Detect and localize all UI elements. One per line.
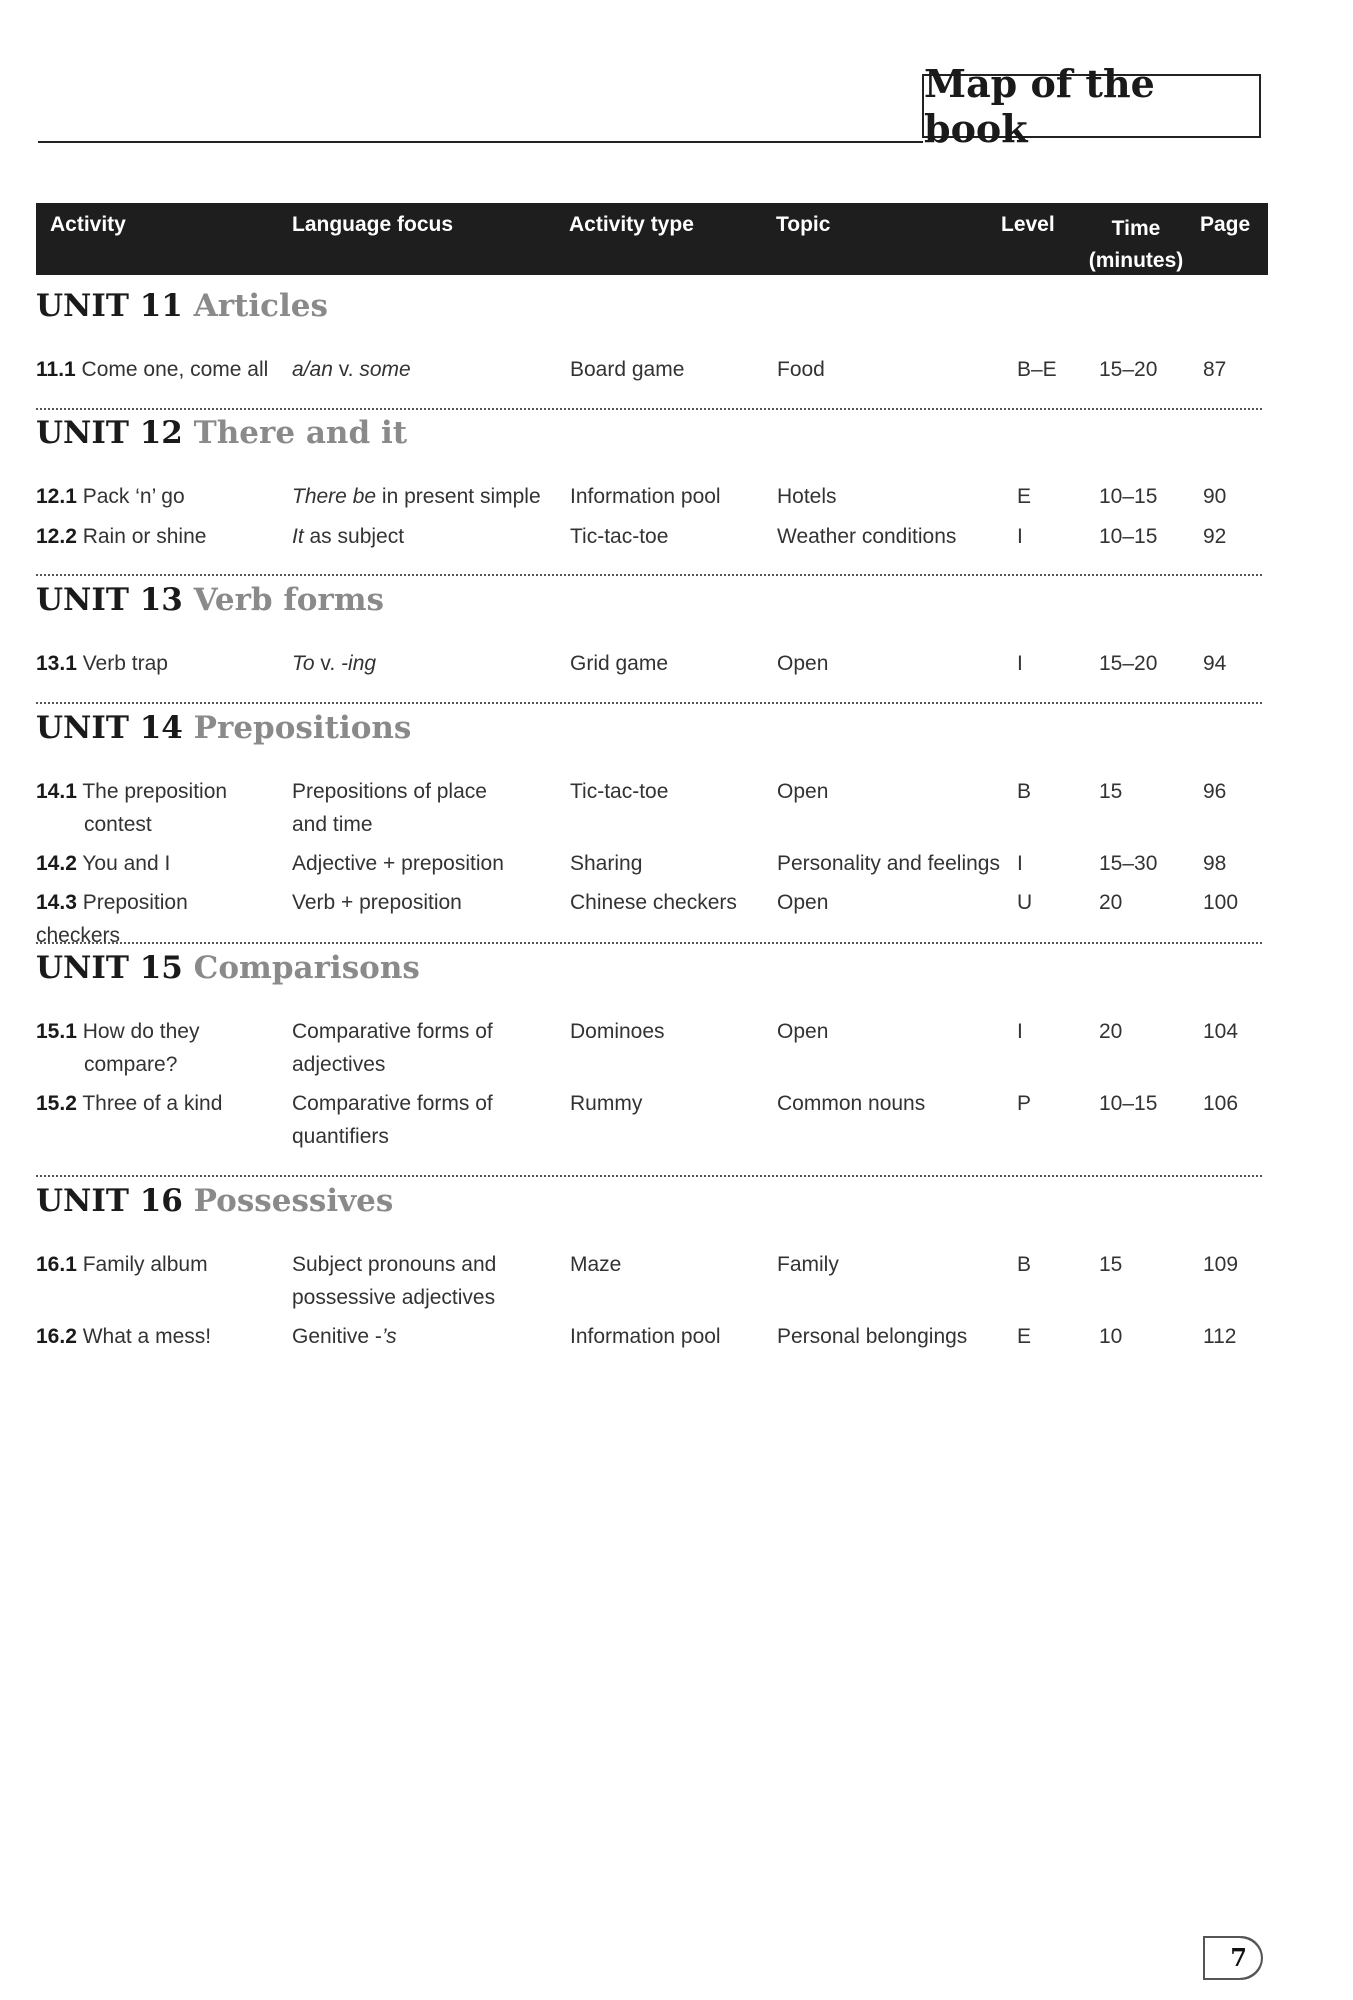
language-focus-line <box>292 353 560 386</box>
language-focus-cell <box>292 1015 560 1081</box>
dotted-divider <box>36 408 1262 410</box>
language-focus-line <box>292 1015 560 1048</box>
unit-heading <box>36 950 420 986</box>
language-focus-line <box>292 1120 560 1153</box>
activity-type-cell: Maze <box>570 1253 622 1276</box>
page-cell: 92 <box>1203 525 1227 548</box>
activity-number: 14.3 <box>36 891 77 914</box>
title-rule <box>38 141 923 143</box>
level-cell: B <box>1017 1253 1032 1276</box>
language-focus-text: v. <box>332 358 360 381</box>
activity-title: Come one, come all <box>75 358 269 381</box>
activity-title: Three of a kind <box>76 1092 223 1115</box>
activity-line <box>36 353 274 386</box>
topic-cell: Food <box>777 358 825 381</box>
level-cell: I <box>1017 852 1023 875</box>
language-focus-text: Comparative forms of <box>292 1020 493 1043</box>
activity-cell <box>36 1320 274 1353</box>
language-focus-line <box>292 1048 560 1081</box>
language-focus-line <box>292 1248 560 1281</box>
activity-title: Rain or shine <box>76 525 207 548</box>
language-focus-text: quantifiers <box>292 1125 389 1148</box>
topic-cell: Open <box>777 652 829 675</box>
page-title: Map of the book <box>922 74 1261 138</box>
unit-number: UNIT 15 <box>36 950 183 986</box>
time-cell: 20 <box>1099 1020 1123 1043</box>
dotted-divider <box>36 1175 1262 1177</box>
unit-name: Possessives <box>193 1183 394 1219</box>
language-focus-text: Prepositions of place <box>292 780 487 803</box>
activity-number: 12.2 <box>36 525 77 548</box>
unit-heading <box>36 710 411 746</box>
activity-number: 12.1 <box>36 485 77 508</box>
language-focus-text: as subject <box>303 525 405 548</box>
activity-title: Pack ‘n’ go <box>76 485 185 508</box>
header-language-focus: Language focus <box>292 213 454 236</box>
level-cell: E <box>1017 485 1032 508</box>
unit-number: UNIT 16 <box>36 1183 183 1219</box>
activity-title: What a mess! <box>76 1325 212 1348</box>
table-header <box>36 203 1268 275</box>
language-focus-cell <box>292 353 560 386</box>
time-cell: 10 <box>1099 1325 1123 1348</box>
language-focus-cell <box>292 1087 560 1153</box>
header-time-unit: (minutes) <box>1088 249 1184 272</box>
language-focus-cell <box>292 480 560 513</box>
unit-heading <box>36 415 407 451</box>
topic-cell: Common nouns <box>777 1092 926 1115</box>
unit-name: Verb forms <box>193 582 385 618</box>
unit-heading <box>36 288 328 324</box>
time-cell: 15 <box>1099 780 1123 803</box>
header-activity-type: Activity type <box>569 213 694 236</box>
activity-number: 13.1 <box>36 652 77 675</box>
topic-cell: Family <box>777 1253 839 1276</box>
language-focus-line <box>292 808 560 841</box>
activity-cell <box>36 847 274 880</box>
page-cell: 100 <box>1203 891 1239 914</box>
header-topic: Topic <box>776 213 831 236</box>
activity-title: Family album <box>76 1253 208 1276</box>
activity-number: 16.2 <box>36 1325 77 1348</box>
language-focus-text: a/an <box>292 358 333 381</box>
activity-line <box>36 480 274 513</box>
language-focus-text: There be <box>292 485 377 508</box>
unit-heading <box>36 582 384 618</box>
activity-type-cell: Board game <box>570 358 685 381</box>
language-focus-text: some <box>359 358 411 381</box>
language-focus-text: Genitive - <box>292 1325 382 1348</box>
language-focus-text: in present simple <box>376 485 541 508</box>
activity-title: You and I <box>76 852 171 875</box>
header-time <box>1076 213 1196 277</box>
activity-line <box>36 1015 274 1048</box>
topic-cell: Open <box>777 891 829 914</box>
activity-type-cell: Chinese checkers <box>570 891 737 914</box>
time-cell: 10–15 <box>1099 525 1158 548</box>
activity-type-cell: Sharing <box>570 852 643 875</box>
level-cell: I <box>1017 652 1023 675</box>
activity-title: Preposition checkers <box>36 891 188 947</box>
activity-cell <box>36 520 274 553</box>
language-focus-cell <box>292 520 560 553</box>
page-cell: 112 <box>1203 1325 1237 1348</box>
level-cell: B <box>1017 780 1032 803</box>
language-focus-text: possessive adjectives <box>292 1286 496 1309</box>
activity-type-cell: Information pool <box>570 1325 721 1348</box>
activity-number: 15.1 <box>36 1020 77 1043</box>
header-page: Page <box>1200 213 1251 236</box>
activity-cell <box>36 1015 274 1081</box>
language-focus-text: Adjective + preposition <box>292 852 504 875</box>
header-time-label: Time <box>1111 217 1161 240</box>
level-cell: I <box>1017 1020 1023 1043</box>
activity-line <box>36 520 274 553</box>
unit-heading <box>36 1183 393 1219</box>
language-focus-cell <box>292 886 560 919</box>
activity-type-cell: Grid game <box>570 652 669 675</box>
activity-title-continued: contest <box>84 813 152 836</box>
time-cell: 10–15 <box>1099 1092 1158 1115</box>
language-focus-text: and time <box>292 813 373 836</box>
unit-number: UNIT 13 <box>36 582 183 618</box>
language-focus-cell <box>292 847 560 880</box>
activity-cell <box>36 480 274 513</box>
language-focus-line <box>292 847 560 880</box>
page-cell: 104 <box>1203 1020 1239 1043</box>
time-cell: 15–20 <box>1099 358 1158 381</box>
page-cell: 109 <box>1203 1253 1239 1276</box>
language-focus-text: Verb + preposition <box>292 891 462 914</box>
language-focus-cell <box>292 647 560 680</box>
unit-name: There and it <box>193 415 408 451</box>
page-cell: 90 <box>1203 485 1227 508</box>
activity-cell <box>36 1087 274 1120</box>
page-cell: 94 <box>1203 652 1227 675</box>
language-focus-text: To <box>292 652 315 675</box>
page-cell: 87 <box>1203 358 1227 381</box>
topic-cell: Open <box>777 780 829 803</box>
unit-number: UNIT 11 <box>36 288 183 324</box>
activity-title: How do they <box>76 1020 200 1043</box>
activity-cell <box>36 775 274 841</box>
level-cell: I <box>1017 525 1023 548</box>
activity-title: Verb trap <box>76 652 168 675</box>
language-focus-text: It <box>292 525 304 548</box>
activity-line <box>36 847 274 880</box>
language-focus-text: Subject pronouns and <box>292 1253 497 1276</box>
language-focus-text: ’s <box>381 1325 397 1348</box>
language-focus-line <box>292 1087 560 1120</box>
language-focus-text: adjectives <box>292 1053 386 1076</box>
activity-number: 16.1 <box>36 1253 77 1276</box>
language-focus-cell <box>292 1320 560 1353</box>
activity-type-cell: Dominoes <box>570 1020 665 1043</box>
topic-cell: Hotels <box>777 485 837 508</box>
dotted-divider <box>36 702 1262 704</box>
time-cell: 15–20 <box>1099 652 1158 675</box>
dotted-divider <box>36 574 1262 576</box>
time-cell: 15 <box>1099 1253 1123 1276</box>
time-cell: 15–30 <box>1099 852 1158 875</box>
language-focus-line <box>292 647 560 680</box>
activity-cell <box>36 647 274 680</box>
activity-title-continued: compare? <box>84 1053 178 1076</box>
topic-cell: Personality and feelings <box>777 852 1000 875</box>
activity-title: The preposition <box>76 780 228 803</box>
unit-name: Prepositions <box>193 710 412 746</box>
level-cell: E <box>1017 1325 1032 1348</box>
dotted-divider <box>36 942 1262 944</box>
page-cell: 96 <box>1203 780 1227 803</box>
level-cell: B–E <box>1017 358 1057 381</box>
unit-name: Articles <box>193 288 328 324</box>
level-cell: U <box>1017 891 1033 914</box>
activity-number: 11.1 <box>36 358 76 381</box>
activity-type-cell: Tic-tac-toe <box>570 525 669 548</box>
language-focus-cell <box>292 775 560 841</box>
language-focus-line <box>292 1320 560 1353</box>
activity-type-cell: Information pool <box>570 485 721 508</box>
activity-number: 14.1 <box>36 780 77 803</box>
unit-number: UNIT 14 <box>36 710 183 746</box>
activity-type-cell: Tic-tac-toe <box>570 780 669 803</box>
header-level: Level <box>1001 213 1055 236</box>
language-focus-line <box>292 775 560 808</box>
activity-line <box>36 647 274 680</box>
language-focus-line <box>292 1281 560 1314</box>
activity-number: 15.2 <box>36 1092 77 1115</box>
header-activity: Activity <box>50 213 126 236</box>
topic-cell: Open <box>777 1020 829 1043</box>
page-cell: 98 <box>1203 852 1227 875</box>
level-cell: P <box>1017 1092 1032 1115</box>
language-focus-line <box>292 886 560 919</box>
language-focus-cell <box>292 1248 560 1314</box>
language-focus-text: v. <box>314 652 342 675</box>
topic-cell: Personal belongings <box>777 1325 968 1348</box>
unit-number: UNIT 12 <box>36 415 183 451</box>
activity-type-cell: Rummy <box>570 1092 643 1115</box>
unit-name: Comparisons <box>193 950 420 986</box>
activity-line <box>36 775 274 808</box>
time-cell: 10–15 <box>1099 485 1158 508</box>
activity-cell <box>36 353 274 386</box>
activity-line <box>36 1087 274 1120</box>
activity-line <box>36 1320 274 1353</box>
topic-cell: Weather conditions <box>777 525 957 548</box>
language-focus-text: -ing <box>341 652 377 675</box>
time-cell: 20 <box>1099 891 1123 914</box>
language-focus-line <box>292 480 560 513</box>
activity-cell <box>36 1248 274 1281</box>
activity-line <box>36 1248 274 1281</box>
activity-number: 14.2 <box>36 852 77 875</box>
language-focus-line <box>292 520 560 553</box>
language-focus-text: Comparative forms of <box>292 1092 493 1115</box>
page-cell: 106 <box>1203 1092 1239 1115</box>
page-number: 7 <box>1203 1936 1261 1980</box>
